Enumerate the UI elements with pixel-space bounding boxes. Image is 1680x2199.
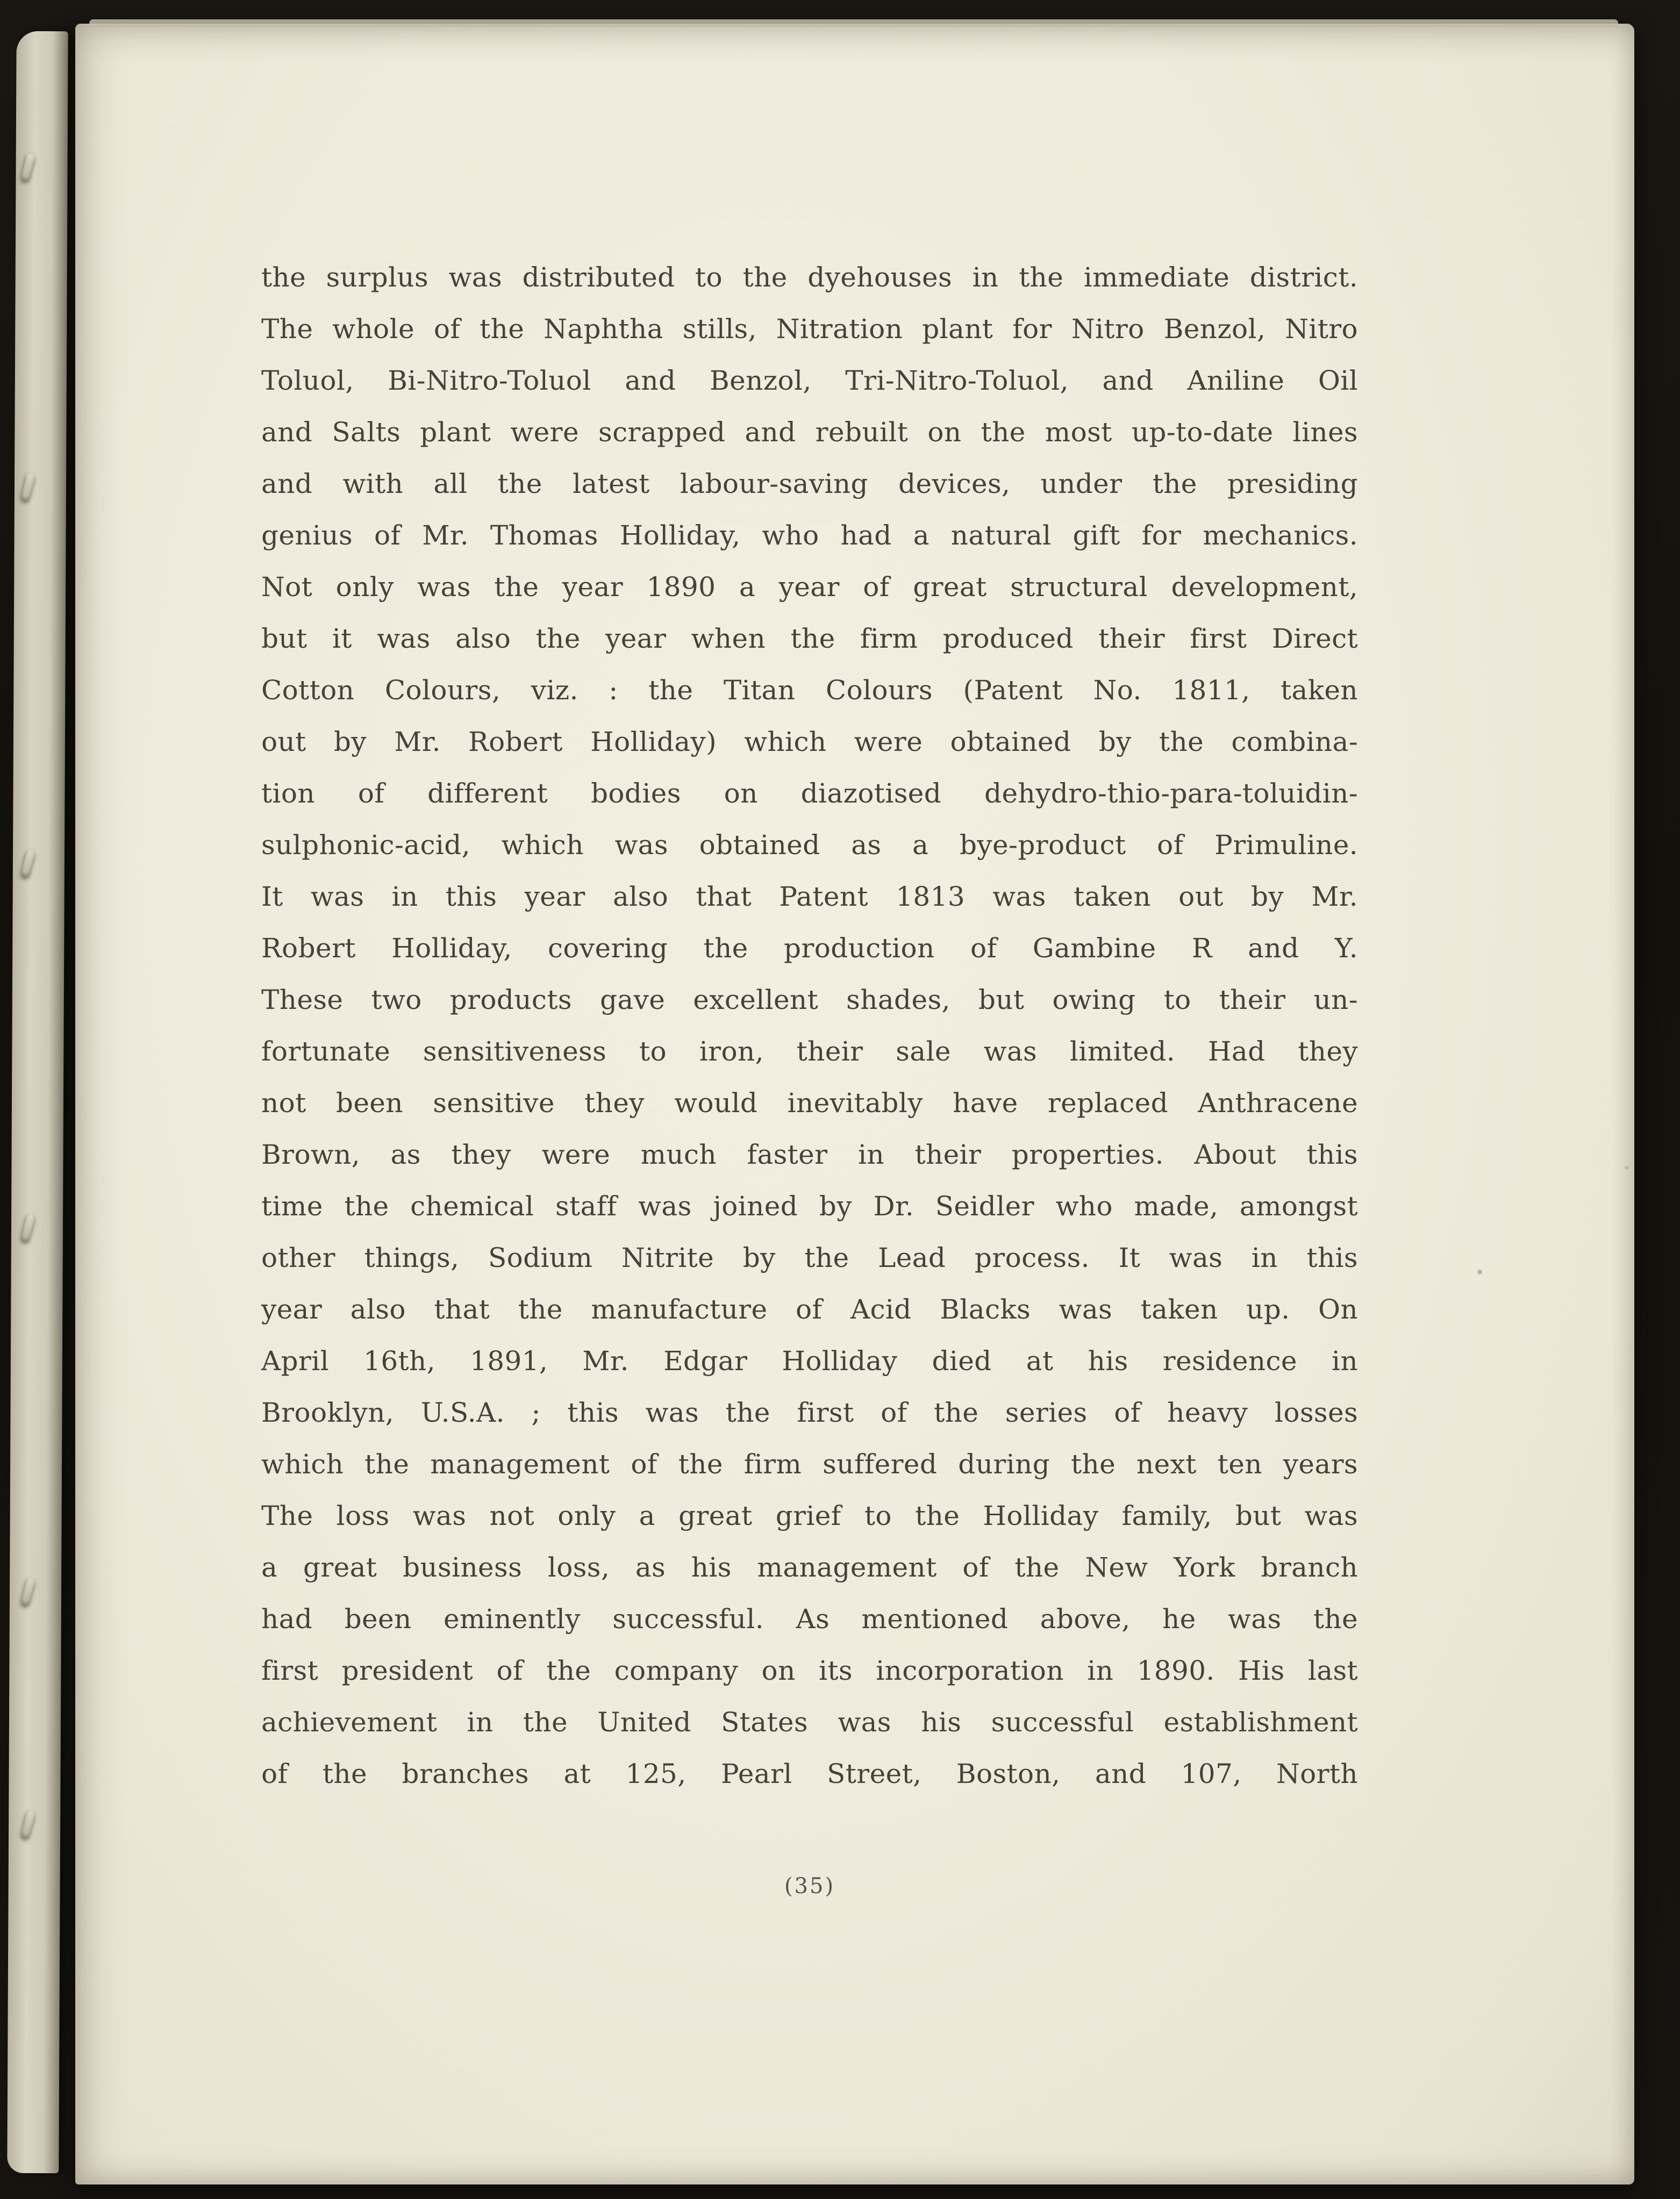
page-under-edge <box>7 31 68 2173</box>
text-line: but it was also the year when the firm produced their first Direct <box>261 623 1358 654</box>
text-line: It was in this year also that Patent 1813 was taken out by Mr. <box>261 881 1358 912</box>
text-line: first president of the company on its incorporation in 1890. His last <box>261 1655 1358 1686</box>
book-page <box>75 24 1634 2184</box>
text-line: Brown, as they were much faster in their properties. About this <box>261 1139 1358 1170</box>
text-line: not been sensitive they would inevitably have replaced Anthracene <box>261 1087 1358 1119</box>
text-line: achievement in the United States was his successful establishment <box>261 1707 1358 1738</box>
text-line: had been eminently successful. As mentioned above, he was the <box>261 1603 1358 1635</box>
body-text <box>261 252 1358 1800</box>
dust-speck <box>1625 1166 1628 1170</box>
text-line: fortunate sensitiveness to iron, their sale was limited. Had they <box>261 1036 1358 1067</box>
text-line: and with all the latest labour-saving devices, under the presiding <box>261 468 1358 499</box>
text-line: and Salts plant were scrapped and rebuilt on the most up-to-date lines <box>261 417 1358 448</box>
text-line: of the branches at 125, Pearl Street, Boston, and 107, North <box>261 1758 1358 1789</box>
text-line: Toluol, Bi-Nitro-Toluol and Benzol, Tri-Nitro-Toluol, and Aniline Oil <box>261 365 1358 396</box>
text-line: The loss was not only a great grief to the Holliday family, but was <box>261 1500 1358 1531</box>
text-line: Cotton Colours, viz. : the Titan Colours (Patent No. 1811, taken <box>261 675 1358 706</box>
text-line: These two products gave excellent shades, but owing to their un- <box>261 984 1358 1015</box>
dust-speck <box>1477 1270 1482 1274</box>
text-line: a great business loss, as his management of the New York branch <box>261 1552 1358 1583</box>
text-line: April 16th, 1891, Mr. Edgar Holliday died at his residence in <box>261 1345 1358 1377</box>
text-line: tion of different bodies on diazotised dehydro-thio-para-toluidin- <box>261 778 1358 809</box>
text-line: other things, Sodium Nitrite by the Lead process. It was in this <box>261 1242 1358 1273</box>
text-line: out by Mr. Robert Holliday) which were obtained by the combina- <box>261 726 1358 757</box>
text-line: the surplus was distributed to the dyehouses in the immediate district. <box>261 262 1358 293</box>
page-number: (35) <box>784 1874 835 1899</box>
text-line: time the chemical staff was joined by Dr. Seidler who made, amongst <box>261 1191 1358 1222</box>
text-line: which the management of the firm suffered during the next ten years <box>261 1449 1358 1480</box>
text-line: Not only was the year 1890 a year of great structural development, <box>261 571 1358 603</box>
text-line: Brooklyn, U.S.A. ; this was the first of the series of heavy losses <box>261 1397 1358 1428</box>
text-line: Robert Holliday, covering the production of Gambine R and Y. <box>261 933 1358 964</box>
text-line: The whole of the Naphtha stills, Nitration plant for Nitro Benzol, Nitro <box>261 313 1358 345</box>
text-line: year also that the manufacture of Acid Blacks was taken up. On <box>261 1294 1358 1325</box>
text-line: sulphonic-acid, which was obtained as a bye-product of Primuline. <box>261 829 1358 861</box>
text-line: genius of Mr. Thomas Holliday, who had a natural gift for mechanics. <box>261 520 1358 551</box>
